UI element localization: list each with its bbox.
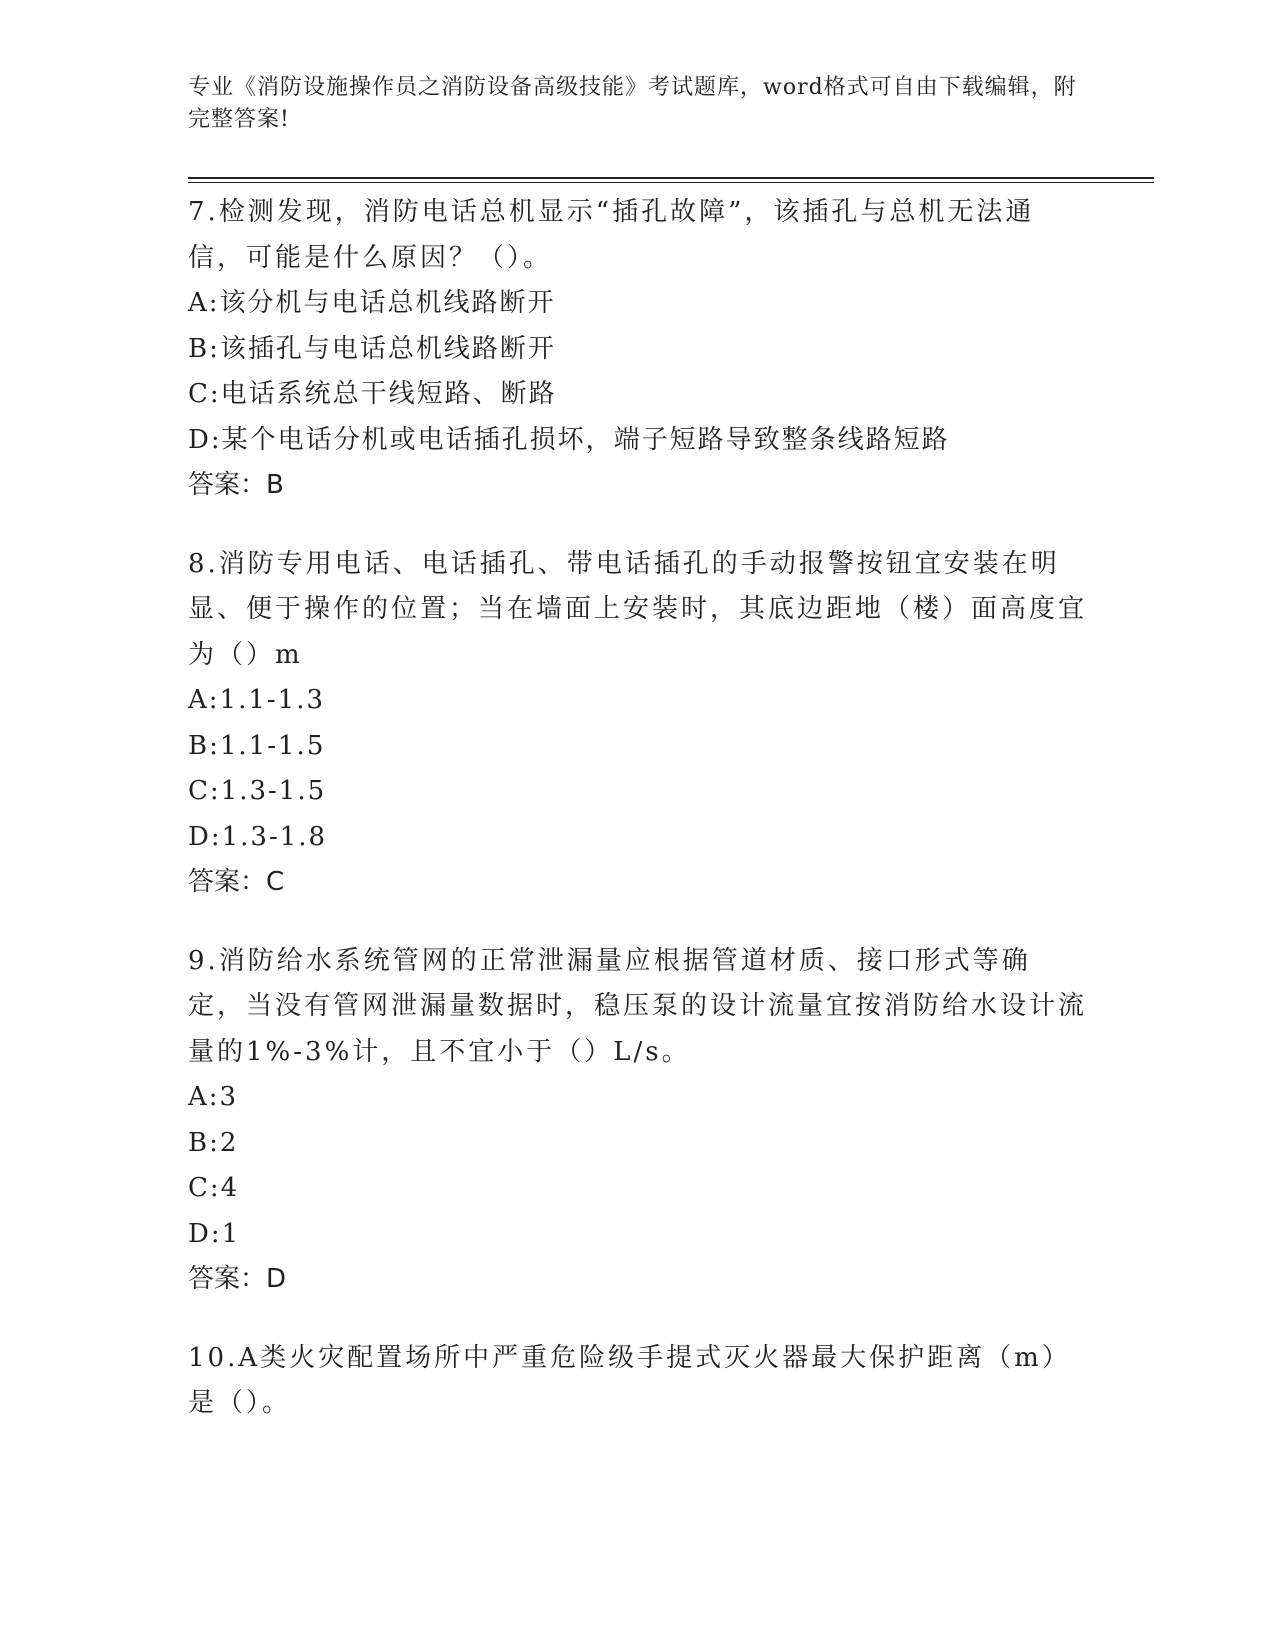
option-letter: B:	[188, 1127, 220, 1158]
option-letter: A:	[188, 685, 220, 715]
option-text: 该分机与电话总机线路断开	[219, 288, 556, 318]
option-b	[188, 724, 1088, 770]
option-letter: B:	[188, 730, 220, 761]
option-b	[188, 327, 1088, 373]
option-text: 1.1-1.5	[219, 730, 326, 761]
option-text: 1	[221, 1218, 241, 1249]
question-7	[188, 190, 1088, 509]
question-stem: 7.检测发现，消防电话总机显示“插孔故障”，该插孔与总机无法通信，可能是什么原因？（）。	[188, 197, 1035, 273]
document-header: 专业《消防设施操作员之消防设备高级技能》考试题库，word格式可自由下载编辑，附完整答案!	[188, 75, 1077, 132]
option-text: 电话系统总干线短路、断路	[220, 379, 557, 409]
answer-line: 答案：B	[188, 470, 284, 500]
option-text: 3	[219, 1082, 239, 1112]
option-d	[188, 418, 1088, 464]
answer-line: 答案：D	[188, 1264, 287, 1294]
question-stem: 10.A类火灾配置场所中严重危险级手提式灭火器最大保护距离（m）是（）。	[188, 1342, 1071, 1418]
question-10	[188, 1336, 1088, 1427]
answer-line: 答案：C	[188, 867, 285, 897]
option-c	[188, 769, 1088, 815]
option-text: 2	[219, 1127, 239, 1158]
option-c	[188, 372, 1088, 418]
question-9	[188, 939, 1088, 1303]
option-d	[188, 815, 1088, 861]
header-divider-thin	[188, 182, 1154, 183]
question-list	[188, 190, 1088, 1460]
option-letter: D:	[188, 821, 222, 852]
option-letter: C:	[188, 379, 221, 409]
option-text: 1.1-1.3	[219, 685, 326, 715]
option-d	[188, 1212, 1088, 1258]
option-a	[188, 678, 1088, 724]
option-letter: D:	[188, 424, 222, 455]
question-8	[188, 542, 1088, 906]
option-letter: B:	[188, 333, 220, 364]
option-b	[188, 1121, 1088, 1167]
header-divider	[188, 177, 1154, 179]
option-text: 4	[220, 1173, 240, 1203]
question-stem: 9.消防给水系统管网的正常泄漏量应根据管道材质、接口形式等确定，当没有管网泄漏量数据时，稳压泵的设计流量宜按消防给水设计流量的1%-3%计，且不宜小于（）L/s。	[188, 945, 1088, 1067]
option-letter: C:	[188, 776, 221, 806]
option-text: 该插孔与电话总机线路断开	[219, 333, 556, 364]
question-stem: 8.消防专用电话、电话插孔、带电话插孔的手动报警按钮宜安装在明显、便于操作的位置；当在墙面上安装时，其底边距地（楼）面高度宜为（）m	[188, 548, 1088, 670]
option-c	[188, 1166, 1088, 1212]
option-text: 1.3-1.8	[221, 821, 328, 852]
option-letter: A:	[188, 1082, 220, 1112]
option-a	[188, 281, 1088, 327]
option-a	[188, 1075, 1088, 1121]
option-text: 1.3-1.5	[220, 776, 327, 806]
option-letter: A:	[188, 288, 220, 318]
option-letter: C:	[188, 1173, 221, 1203]
option-letter: D:	[188, 1218, 222, 1249]
option-text: 某个电话分机或电话插孔损坏，端子短路导致整条线路短路	[221, 424, 950, 455]
